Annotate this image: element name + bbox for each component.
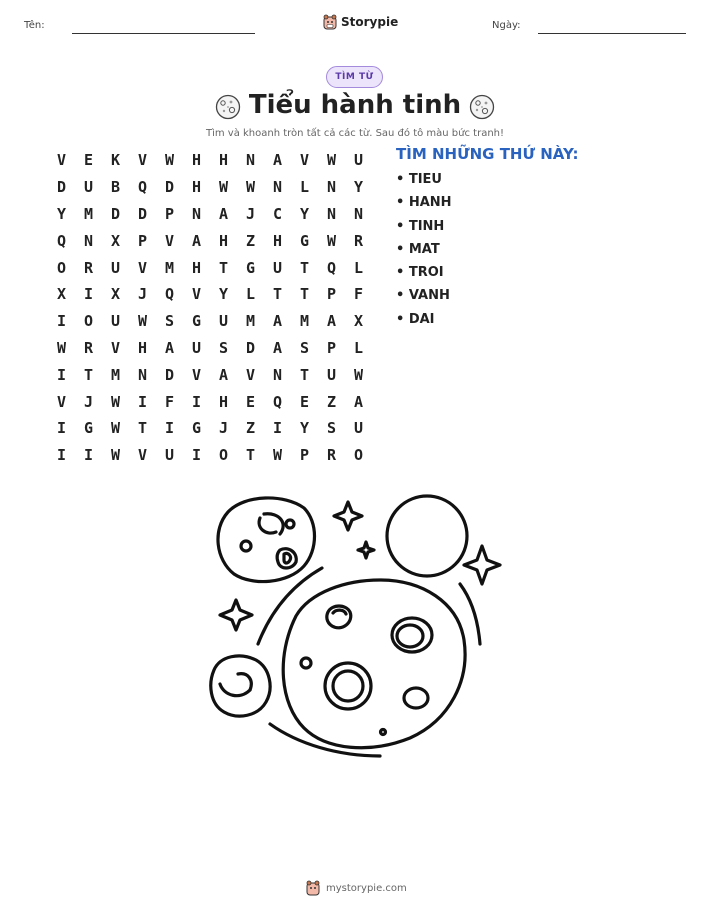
- crater: [220, 684, 250, 696]
- worksheet-type-badge: TÌM TỪ: [326, 66, 383, 88]
- grid-letter[interactable]: W: [326, 231, 337, 250]
- word-search-grid[interactable]: [48, 147, 372, 469]
- grid-letter[interactable]: Y: [56, 204, 67, 223]
- grid-letter[interactable]: W: [110, 446, 121, 465]
- grid-letter[interactable]: L: [299, 178, 310, 197]
- grid-letter[interactable]: J: [245, 204, 256, 223]
- grid-letter[interactable]: V: [137, 258, 148, 277]
- grid-letter[interactable]: E: [299, 392, 310, 411]
- asteroids-coloring-picture: [200, 488, 510, 768]
- grid-letter[interactable]: U: [218, 312, 229, 331]
- grid-letter[interactable]: D: [164, 178, 175, 197]
- crater: [286, 520, 294, 528]
- grid-letter[interactable]: W: [272, 446, 283, 465]
- grid-letter[interactable]: I: [83, 285, 94, 304]
- crater: [333, 610, 346, 614]
- word-list-item: • DAI: [396, 311, 435, 327]
- grid-letter[interactable]: E: [245, 392, 256, 411]
- grid-letter[interactable]: R: [353, 231, 364, 250]
- footer: [306, 880, 407, 896]
- grid-letter[interactable]: V: [164, 231, 175, 250]
- crater: [333, 671, 363, 701]
- grid-letter[interactable]: P: [326, 285, 337, 304]
- grid-letter[interactable]: A: [218, 365, 229, 384]
- grid-letter[interactable]: V: [137, 151, 148, 170]
- grid-letter[interactable]: W: [110, 419, 121, 438]
- grid-letter[interactable]: U: [353, 151, 364, 170]
- page-title: Tiểu hành tinh: [248, 90, 462, 120]
- date-label: Ngày:: [492, 20, 521, 31]
- grid-letter[interactable]: R: [83, 338, 94, 357]
- grid-letter[interactable]: I: [83, 446, 94, 465]
- grid-letter[interactable]: W: [353, 365, 364, 384]
- grid-letter[interactable]: A: [326, 312, 337, 331]
- grid-letter[interactable]: S: [164, 312, 175, 331]
- grid-letter[interactable]: U: [110, 258, 121, 277]
- grid-letter[interactable]: Q: [326, 258, 337, 277]
- grid-letter[interactable]: T: [137, 419, 148, 438]
- grid-letter[interactable]: M: [110, 365, 121, 384]
- grid-letter[interactable]: U: [164, 446, 175, 465]
- grid-letter[interactable]: U: [353, 419, 364, 438]
- crater: [404, 688, 428, 708]
- grid-letter[interactable]: T: [299, 258, 310, 277]
- word-list-item: • TIEU: [396, 172, 442, 187]
- grid-letter[interactable]: O: [56, 258, 67, 277]
- name-line[interactable]: [72, 33, 255, 34]
- grid-letter[interactable]: M: [299, 312, 310, 331]
- grid-letter[interactable]: Z: [245, 419, 256, 438]
- grid-letter[interactable]: Z: [245, 231, 256, 250]
- grid-letter[interactable]: I: [272, 419, 283, 438]
- grid-letter[interactable]: V: [56, 151, 67, 170]
- word-list-title: TÌM NHỮNG THỨ NÀY:: [396, 145, 579, 163]
- crater: [381, 730, 386, 735]
- name-label: Tên:: [24, 20, 45, 31]
- grid-letter[interactable]: C: [272, 204, 283, 223]
- grid-letter[interactable]: V: [191, 365, 202, 384]
- grid-letter[interactable]: W: [110, 392, 121, 411]
- grid-letter[interactable]: Q: [137, 178, 148, 197]
- small-asteroid-top-left: [218, 498, 315, 582]
- grid-letter[interactable]: O: [353, 446, 364, 465]
- grid-letter[interactable]: G: [299, 231, 310, 250]
- grid-letter[interactable]: I: [56, 446, 67, 465]
- grid-letter[interactable]: V: [110, 338, 121, 357]
- crater: [284, 553, 291, 563]
- grid-letter[interactable]: L: [353, 258, 364, 277]
- grid-letter[interactable]: J: [218, 419, 229, 438]
- grid-letter[interactable]: T: [245, 446, 256, 465]
- grid-letter[interactable]: X: [353, 312, 364, 331]
- grid-letter[interactable]: T: [299, 285, 310, 304]
- grid-letter[interactable]: F: [164, 392, 175, 411]
- storypie-logo-icon: [323, 14, 337, 30]
- grid-letter[interactable]: H: [218, 231, 229, 250]
- grid-letter[interactable]: G: [83, 419, 94, 438]
- grid-letter[interactable]: A: [164, 338, 175, 357]
- grid-letter[interactable]: T: [299, 365, 310, 384]
- grid-letter[interactable]: R: [83, 258, 94, 277]
- grid-letter[interactable]: S: [326, 419, 337, 438]
- crater: [241, 541, 251, 551]
- grid-letter[interactable]: P: [299, 446, 310, 465]
- grid-letter[interactable]: M: [245, 312, 256, 331]
- grid-letter[interactable]: N: [272, 178, 283, 197]
- sparkle-icon: [220, 600, 252, 630]
- grid-letter[interactable]: K: [110, 151, 121, 170]
- footer-url[interactable]: mystorypie.com: [326, 882, 407, 894]
- grid-letter[interactable]: I: [191, 392, 202, 411]
- word-list-item: • VANH: [396, 288, 450, 304]
- crater: [301, 658, 311, 668]
- grid-letter[interactable]: A: [272, 312, 283, 331]
- grid-letter[interactable]: F: [353, 285, 364, 304]
- grid-letter[interactable]: U: [83, 178, 94, 197]
- grid-letter[interactable]: T: [83, 365, 94, 384]
- grid-letter[interactable]: I: [56, 365, 67, 384]
- grid-letter[interactable]: T: [218, 258, 229, 277]
- grid-letter[interactable]: M: [83, 204, 94, 223]
- grid-letter[interactable]: D: [245, 338, 256, 357]
- sparkle-icon: [464, 546, 500, 584]
- grid-letter[interactable]: X: [110, 285, 121, 304]
- grid-letter[interactable]: P: [164, 204, 175, 223]
- grid-letter[interactable]: W: [326, 151, 337, 170]
- grid-letter[interactable]: X: [56, 285, 67, 304]
- asteroid-icon: [468, 94, 496, 120]
- grid-letter[interactable]: U: [272, 258, 283, 277]
- grid-letter[interactable]: W: [137, 312, 148, 331]
- grid-letter[interactable]: W: [164, 151, 175, 170]
- grid-letter[interactable]: I: [191, 446, 202, 465]
- grid-letter[interactable]: G: [191, 419, 202, 438]
- grid-letter[interactable]: P: [326, 338, 337, 357]
- grid-letter[interactable]: S: [299, 338, 310, 357]
- brand: [323, 14, 398, 30]
- grid-letter[interactable]: X: [110, 231, 121, 250]
- grid-letter[interactable]: P: [137, 231, 148, 250]
- grid-letter[interactable]: A: [218, 204, 229, 223]
- instructions: Tìm và khoanh tròn tất cả các từ. Sau đó tô màu bức tranh!: [205, 128, 505, 139]
- grid-letter[interactable]: H: [191, 258, 202, 277]
- grid-letter[interactable]: H: [218, 151, 229, 170]
- brand-name: Storypie: [341, 15, 399, 29]
- grid-letter[interactable]: H: [191, 151, 202, 170]
- grid-letter[interactable]: G: [245, 258, 256, 277]
- word-list-item: • TROI: [396, 265, 444, 281]
- grid-letter[interactable]: N: [353, 204, 364, 223]
- word-list: [396, 171, 452, 334]
- grid-letter[interactable]: A: [272, 338, 283, 357]
- grid-letter[interactable]: I: [164, 419, 175, 438]
- grid-letter[interactable]: H: [137, 338, 148, 357]
- sparkle-icon: [358, 542, 374, 558]
- grid-letter[interactable]: V: [191, 285, 202, 304]
- grid-letter[interactable]: H: [272, 231, 283, 250]
- grid-letter[interactable]: G: [191, 312, 202, 331]
- grid-letter[interactable]: N: [83, 231, 94, 250]
- grid-letter[interactable]: W: [218, 178, 229, 197]
- grid-letter[interactable]: W: [245, 178, 256, 197]
- grid-letter[interactable]: N: [245, 151, 256, 170]
- grid-letter[interactable]: D: [110, 204, 121, 223]
- word-list-item: • HANH: [396, 195, 452, 211]
- grid-letter[interactable]: O: [218, 446, 229, 465]
- grid-letter[interactable]: Z: [326, 392, 337, 411]
- grid-letter[interactable]: V: [245, 365, 256, 384]
- grid-letter[interactable]: D: [56, 178, 67, 197]
- grid-letter[interactable]: T: [272, 285, 283, 304]
- grid-letter[interactable]: I: [56, 312, 67, 331]
- grid-letter[interactable]: Y: [218, 285, 229, 304]
- date-line[interactable]: [538, 33, 686, 34]
- grid-letter[interactable]: E: [83, 151, 94, 170]
- grid-letter[interactable]: Y: [353, 178, 364, 197]
- grid-letter[interactable]: S: [218, 338, 229, 357]
- grid-letter[interactable]: Q: [56, 231, 67, 250]
- grid-letter[interactable]: B: [110, 178, 121, 197]
- grid-letter[interactable]: Y: [299, 204, 310, 223]
- grid-letter[interactable]: N: [191, 204, 202, 223]
- grid-letter[interactable]: A: [191, 231, 202, 250]
- grid-letter[interactable]: H: [191, 178, 202, 197]
- grid-letter[interactable]: U: [110, 312, 121, 331]
- grid-letter[interactable]: Q: [272, 392, 283, 411]
- grid-letter[interactable]: D: [164, 365, 175, 384]
- grid-letter[interactable]: D: [137, 204, 148, 223]
- grid-letter[interactable]: H: [218, 392, 229, 411]
- crater: [277, 549, 296, 568]
- grid-letter[interactable]: A: [272, 151, 283, 170]
- grid-letter[interactable]: J: [83, 392, 94, 411]
- grid-letter[interactable]: V: [137, 446, 148, 465]
- grid-letter[interactable]: L: [353, 338, 364, 357]
- storypie-logo-icon: [306, 880, 320, 896]
- grid-letter[interactable]: I: [137, 392, 148, 411]
- grid-letter[interactable]: R: [326, 446, 337, 465]
- grid-letter[interactable]: A: [353, 392, 364, 411]
- grid-letter[interactable]: L: [245, 285, 256, 304]
- grid-letter[interactable]: V: [56, 392, 67, 411]
- grid-letter[interactable]: U: [326, 365, 337, 384]
- grid-letter[interactable]: O: [83, 312, 94, 331]
- word-list-item: • MAT: [396, 241, 440, 257]
- grid-letter[interactable]: M: [164, 258, 175, 277]
- moon-circle: [387, 496, 467, 576]
- grid-letter[interactable]: Y: [299, 419, 310, 438]
- grid-letter[interactable]: V: [299, 151, 310, 170]
- grid-letter[interactable]: U: [191, 338, 202, 357]
- crater: [238, 674, 251, 690]
- grid-letter[interactable]: J: [137, 285, 148, 304]
- crater: [259, 518, 276, 533]
- sparkle-icon: [334, 502, 362, 530]
- grid-letter[interactable]: N: [272, 365, 283, 384]
- crater: [397, 625, 423, 647]
- grid-letter[interactable]: N: [326, 204, 337, 223]
- grid-letter[interactable]: N: [137, 365, 148, 384]
- grid-letter[interactable]: Q: [164, 285, 175, 304]
- grid-letter[interactable]: I: [56, 419, 67, 438]
- word-list-item: • TINH: [396, 218, 445, 234]
- grid-letter[interactable]: W: [56, 338, 67, 357]
- grid-letter[interactable]: N: [326, 178, 337, 197]
